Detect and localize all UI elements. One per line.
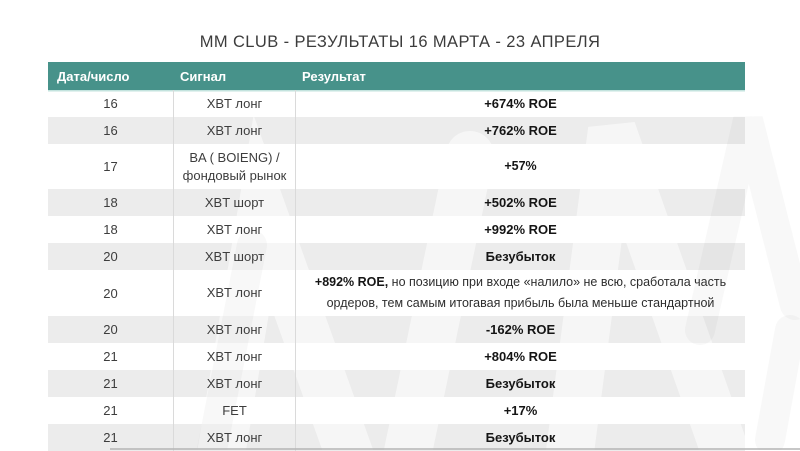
signal-cell: XBT лонг bbox=[173, 90, 295, 117]
column-header-signal: Сигнал bbox=[180, 68, 227, 84]
result-cell bbox=[295, 397, 745, 424]
result-cell bbox=[295, 270, 745, 316]
table-row bbox=[48, 117, 745, 144]
result-value: +892% ROE, bbox=[314, 275, 389, 289]
result-cell bbox=[295, 316, 745, 343]
result-note: но позицию при входе «налило» не всю, сработала часть ордеров, тем самым итогавая прибыль была меньше стандартной bbox=[326, 275, 727, 310]
result-value: +57% bbox=[504, 159, 537, 173]
signal-cell: FET bbox=[173, 397, 295, 424]
result-value: +17% bbox=[503, 403, 538, 418]
result-cell bbox=[295, 343, 745, 370]
result-value: +674% ROE bbox=[484, 96, 557, 111]
result-value: Безубыток bbox=[485, 376, 556, 391]
page-title: MM CLUB - РЕЗУЛЬТАТЫ 16 МАРТА - 23 АПРЕЛЯ bbox=[199, 33, 601, 51]
table-body bbox=[48, 90, 745, 451]
table-row bbox=[48, 216, 745, 243]
table-row bbox=[48, 243, 745, 270]
result-cell bbox=[295, 424, 745, 451]
signal-cell: XBT лонг bbox=[173, 424, 295, 451]
date-cell: 21 bbox=[103, 349, 118, 364]
signal-cell: XBT шорт bbox=[173, 243, 295, 270]
table-row bbox=[48, 424, 745, 451]
table-row bbox=[48, 343, 745, 370]
signal-cell: XBT шорт bbox=[173, 189, 295, 216]
result-value: +804% ROE bbox=[484, 349, 557, 364]
result-cell bbox=[295, 370, 745, 397]
date-cell: 18 bbox=[103, 222, 118, 237]
result-value: Безубыток bbox=[485, 249, 556, 264]
signal-cell: XBT лонг bbox=[173, 117, 295, 144]
result-value: +762% ROE bbox=[484, 123, 557, 138]
result-value: +502% ROE bbox=[484, 195, 557, 210]
date-cell: 21 bbox=[103, 403, 118, 418]
date-cell: 20 bbox=[103, 249, 118, 264]
column-header-date: Дата/число bbox=[57, 68, 130, 84]
table-row bbox=[48, 397, 745, 424]
result-cell bbox=[295, 189, 745, 216]
date-cell: 17 bbox=[103, 159, 118, 174]
signal-cell: XBT лонг bbox=[173, 343, 295, 370]
signal-cell: XBT лонг bbox=[173, 270, 295, 316]
table-row bbox=[48, 189, 745, 216]
date-cell: 21 bbox=[103, 430, 118, 445]
result-value: Безубыток bbox=[485, 430, 556, 445]
signal-cell: XBT лонг bbox=[173, 216, 295, 243]
results-table bbox=[48, 62, 745, 451]
date-cell: 16 bbox=[103, 96, 118, 111]
result-cell bbox=[295, 90, 745, 117]
table-row bbox=[48, 270, 745, 316]
signal-cell: BA ( BOIENG) / фондовый рынок bbox=[173, 144, 295, 189]
result-value: +992% ROE bbox=[484, 222, 557, 237]
table-row bbox=[48, 144, 745, 189]
table-row bbox=[48, 370, 745, 397]
signal-cell: XBT лонг bbox=[173, 316, 295, 343]
result-cell bbox=[295, 144, 745, 189]
result-cell bbox=[295, 216, 745, 243]
result-cell bbox=[295, 243, 745, 270]
result-cell bbox=[295, 117, 745, 144]
column-header-result: Результат bbox=[302, 68, 366, 84]
signal-cell: XBT лонг bbox=[173, 370, 295, 397]
table-row bbox=[48, 90, 745, 117]
date-cell: 21 bbox=[103, 376, 118, 391]
date-cell: 20 bbox=[103, 322, 118, 337]
date-cell: 18 bbox=[103, 195, 118, 210]
date-cell: 16 bbox=[103, 123, 118, 138]
result-value: -162% ROE bbox=[485, 322, 556, 337]
table-header-row bbox=[48, 62, 745, 90]
date-cell: 20 bbox=[103, 285, 118, 301]
table-row bbox=[48, 316, 745, 343]
